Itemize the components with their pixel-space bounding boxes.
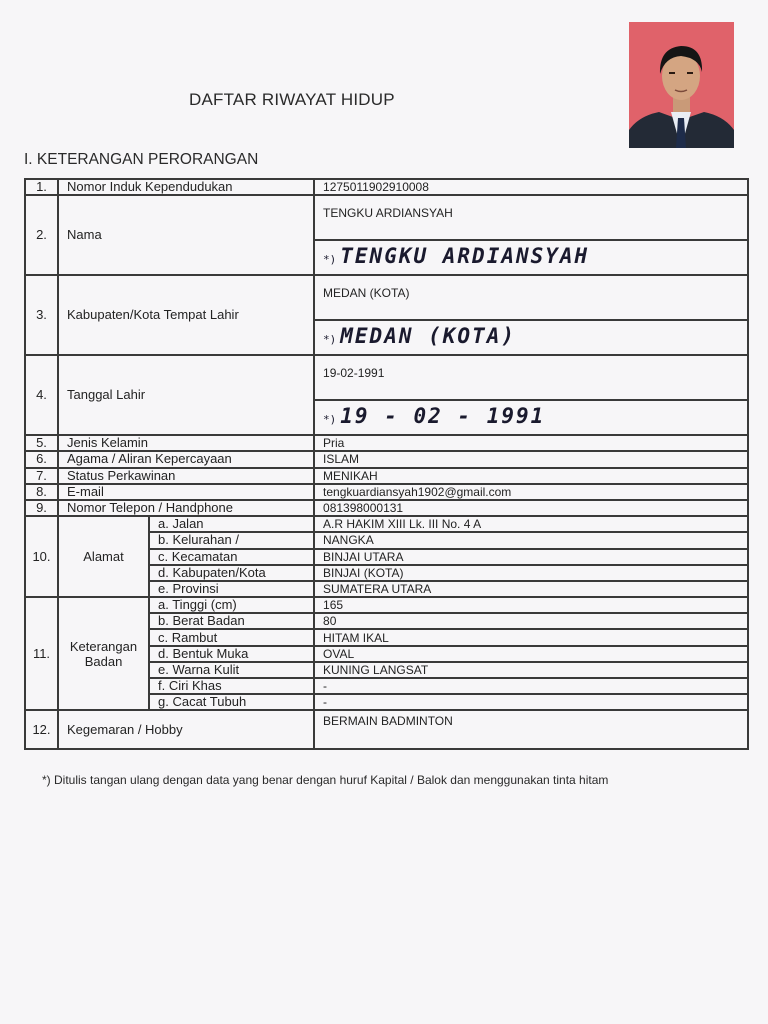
row-number: 2.	[25, 195, 58, 275]
phone-value: 081398000131	[314, 500, 748, 516]
field-label: Nomor Telepon / Handphone	[58, 500, 314, 516]
sub-field-value: -	[314, 678, 748, 694]
email-value: tengkuardiansyah1902@gmail.com	[314, 484, 748, 500]
row-number: 4.	[25, 355, 58, 435]
handwritten-text: TENGKU ARDIANSYAH	[340, 243, 590, 268]
address-group-label: Alamat	[58, 516, 149, 597]
personal-info-table	[24, 178, 749, 750]
row-number: 6.	[25, 451, 58, 467]
row-number: 9.	[25, 500, 58, 516]
field-label: Status Perkawinan	[58, 468, 314, 484]
row-number: 11.	[25, 597, 58, 710]
sub-field-value: HITAM IKAL	[314, 629, 748, 645]
section-title: I. KETERANGAN PERORANGAN	[24, 151, 259, 168]
row-number: 5.	[25, 435, 58, 451]
sub-field-label: d. Kabupaten/Kota	[149, 565, 314, 581]
table-row	[25, 355, 748, 400]
handwritten-value	[314, 320, 748, 355]
row-number: 8.	[25, 484, 58, 500]
field-label: Jenis Kelamin	[58, 435, 314, 451]
profile-photo	[629, 22, 734, 148]
sub-field-label: f. Ciri Khas	[149, 678, 314, 694]
sub-field-label: e. Warna Kulit	[149, 662, 314, 678]
table-row	[25, 500, 748, 516]
table-row	[25, 710, 748, 749]
field-label: Agama / Aliran Kepercayaan	[58, 451, 314, 467]
field-label: Kabupaten/Kota Tempat Lahir	[58, 275, 314, 355]
document-title: DAFTAR RIWAYAT HIDUP	[189, 90, 395, 109]
field-label: Nama	[58, 195, 314, 275]
field-label: Nomor Induk Kependudukan	[58, 179, 314, 195]
footnote-mark: *)	[323, 332, 337, 346]
row-number: 3.	[25, 275, 58, 355]
sub-field-value: NANGKA	[314, 532, 748, 548]
field-value: MEDAN (KOTA)	[314, 275, 748, 320]
table-row	[25, 435, 748, 451]
sub-field-label: b. Kelurahan /	[149, 532, 314, 548]
sub-field-label: d. Bentuk Muka	[149, 646, 314, 662]
sub-field-label: c. Kecamatan	[149, 549, 314, 565]
footnote: *) Ditulis tangan ulang dengan data yang benar dengan huruf Kapital / Balok dan menggunakan tinta hitam	[42, 773, 609, 787]
sub-field-value: OVAL	[314, 646, 748, 662]
row-number: 1.	[25, 179, 58, 195]
field-value: ISLAM	[314, 451, 748, 467]
handwritten-value	[314, 400, 748, 435]
sub-field-label: g. Cacat Tubuh	[149, 694, 314, 710]
sub-field-value: A.R HAKIM XIII Lk. III No. 4 A	[314, 516, 748, 532]
table-row	[25, 275, 748, 320]
sub-field-label: c. Rambut	[149, 629, 314, 645]
row-number: 10.	[25, 516, 58, 597]
field-label: E-mail	[58, 484, 314, 500]
table-row	[25, 468, 748, 484]
field-value: 1275011902910008	[314, 179, 748, 195]
sub-field-label: b. Berat Badan	[149, 613, 314, 629]
sub-field-value: KUNING LANGSAT	[314, 662, 748, 678]
field-value: Pria	[314, 435, 748, 451]
footnote-mark: *)	[323, 412, 337, 426]
handwritten-value	[314, 240, 748, 275]
table-row	[25, 451, 748, 467]
table-row	[25, 195, 748, 240]
body-group-label-line2: Badan	[84, 653, 123, 669]
handwritten-text: MEDAN (KOTA)	[340, 323, 516, 348]
body-group-label	[58, 597, 149, 710]
field-value: TENGKU ARDIANSYAH	[314, 195, 748, 240]
table-row	[25, 516, 748, 532]
sub-field-value: 165	[314, 597, 748, 613]
sub-field-value: BINJAI (KOTA)	[314, 565, 748, 581]
sub-field-label: e. Provinsi	[149, 581, 314, 597]
body-group-label-line1: Keterangan	[69, 638, 138, 654]
sub-field-value: SUMATERA UTARA	[314, 581, 748, 597]
row-number: 12.	[25, 710, 58, 749]
row-number: 7.	[25, 468, 58, 484]
sub-field-value: -	[314, 694, 748, 710]
field-value: 19-02-1991	[314, 355, 748, 400]
sub-field-value: 80	[314, 613, 748, 629]
field-label: Tanggal Lahir	[58, 355, 314, 435]
table-row	[25, 597, 748, 613]
sub-field-label: a. Tinggi (cm)	[149, 597, 314, 613]
table-row	[25, 484, 748, 500]
table-row	[25, 179, 748, 195]
field-label: Kegemaran / Hobby	[58, 710, 314, 749]
footnote-mark: *)	[323, 252, 337, 266]
field-value: MENIKAH	[314, 468, 748, 484]
field-value: BERMAIN BADMINTON	[314, 710, 748, 749]
handwritten-text: 19 - 02 - 1991	[340, 403, 546, 428]
sub-field-value: BINJAI UTARA	[314, 549, 748, 565]
sub-field-label: a. Jalan	[149, 516, 314, 532]
